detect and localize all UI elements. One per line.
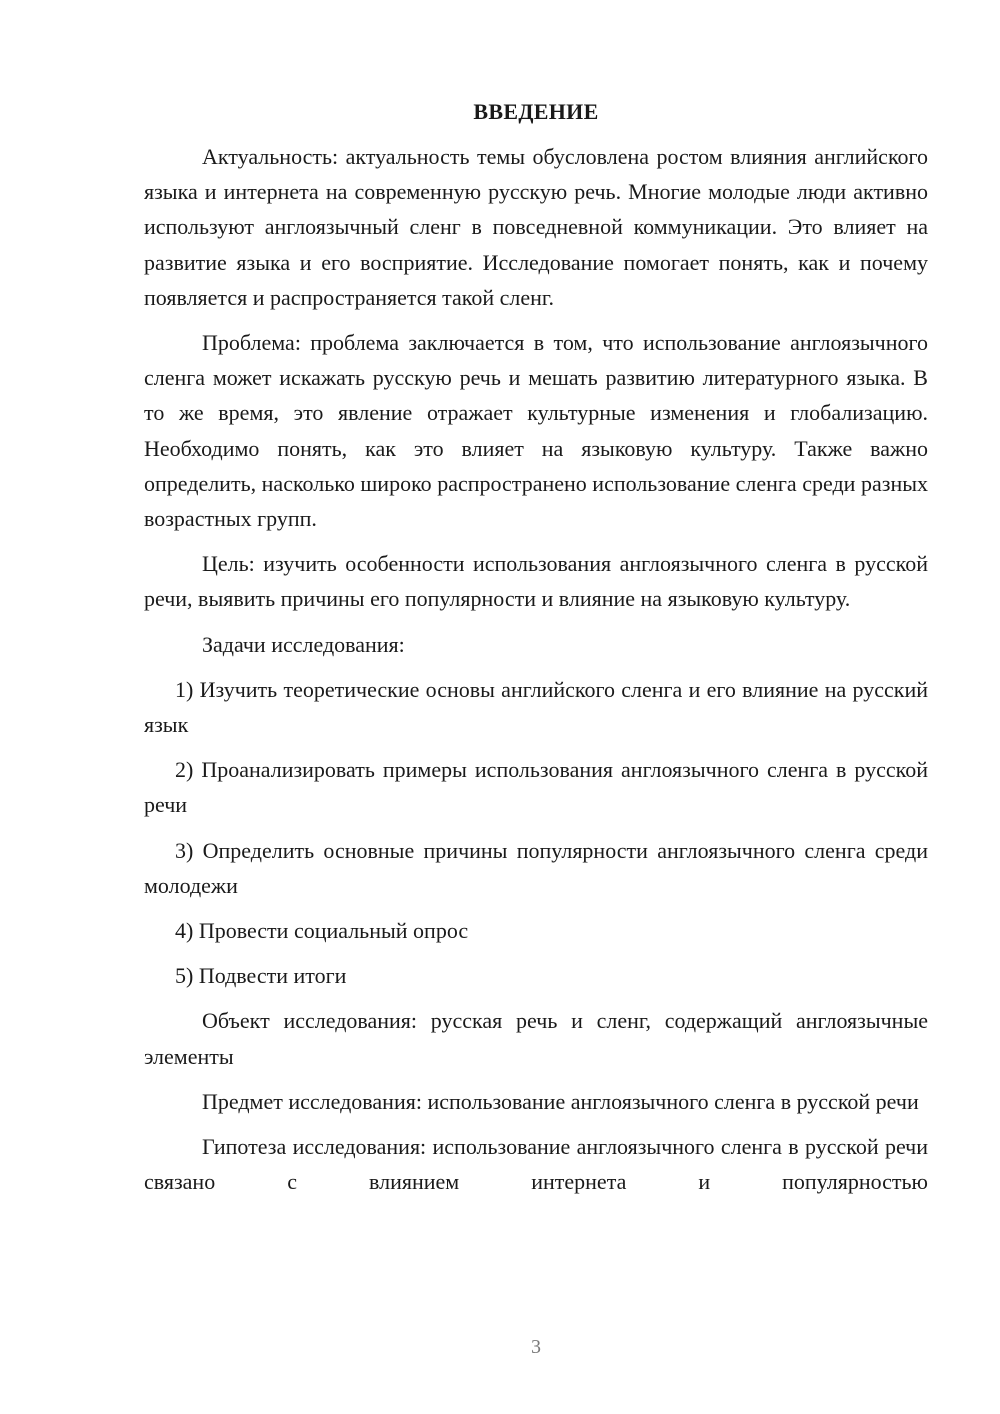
page-number: 3 [531, 1336, 541, 1358]
tasks-intro-paragraph: Задачи исследования: [202, 631, 405, 657]
object-paragraph: Объект исследования: русская речь и сленг, содержащий англоязычные элементы [144, 1008, 928, 1069]
subject-paragraph: Предмет исследования: использование англоязычного сленга в русской речи [202, 1088, 919, 1114]
page-content [144, 94, 928, 1209]
task-item-5: 5) Подвести итоги [175, 963, 347, 989]
relevance-paragraph: Актуальность: актуальность темы обусловлена ростом влияния английского языка и интернета на современную русскую речь. Многие молодые люди активно используют англоязычный сленг в повседневной коммуникации. Это влияет на развитие языка и его восприятие. Исследование помогает понять, как и почему появляется и распространяется такой сленг. [144, 144, 928, 310]
task-item-2: 2) Проанализировать примеры использования англоязычного сленга в русской речи [144, 757, 928, 818]
problem-paragraph: Проблема: проблема заключается в том, что использование англоязычного сленга может искажать русскую речь и мешать развитию литературного языка. В то же время, это явление отражает культурные изменения и глобализацию. Необходимо понять, как это влияет на языковую культуру. Также важно определить, насколько широко распространено использование сленга среди разных возрастных групп. [144, 330, 928, 532]
task-item-4: 4) Провести социальный опрос [175, 918, 469, 944]
task-item-1: 1) Изучить теоретические основы английского сленга и его влияние на русский язык [144, 676, 928, 738]
hypothesis-paragraph: Гипотеза исследования: использование англоязычного сленга в русской речи связано с влиянием интернета и популярностью [144, 1134, 928, 1195]
section-heading: ВВЕДЕНИЕ [473, 99, 599, 124]
goal-paragraph: Цель: изучить особенности использования англоязычного сленга в русской речи, выявить причины его популярности и влияние на языковую культуру. [144, 551, 928, 612]
task-item-3: 3) Определить основные причины популярности англоязычного сленга среди молодежи [144, 837, 928, 898]
